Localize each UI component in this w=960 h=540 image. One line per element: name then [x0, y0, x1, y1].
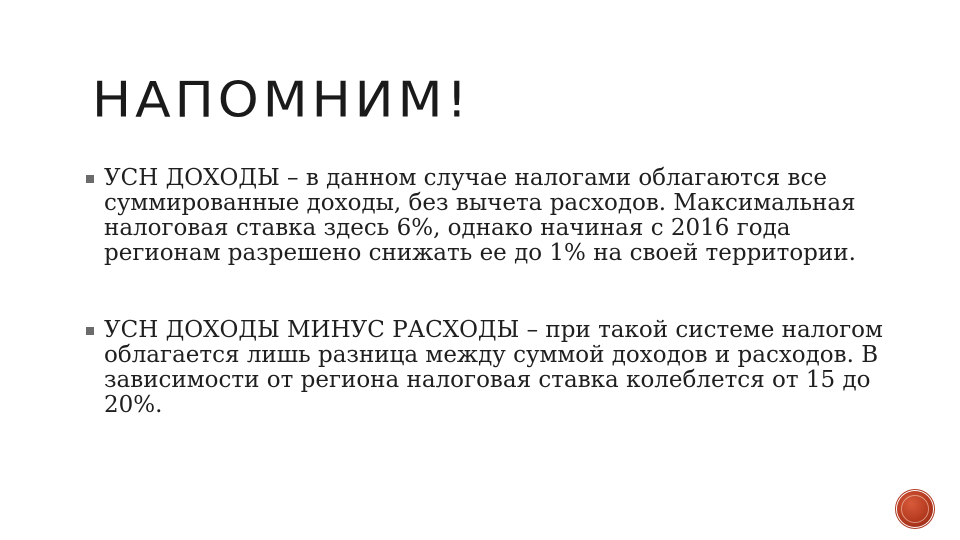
bullet-text: УСН ДОХОДЫ МИНУС РАСХОДЫ – при такой системе налогом облагается лишь разница между суммой доходов и расходов. В зависимости от региона налоговая ставка колеблется от 15 до 20%. — [104, 317, 883, 418]
slide-badge-icon — [897, 491, 933, 527]
bullet-text: УСН ДОХОДЫ – в данном случае налогами облагаются все суммированные доходы, без вычета расходов. Максимальная налоговая ставка здесь 6%, однако начиная с 2016 года регионам разрешено снижать ее до 1% на своей территории. — [104, 165, 856, 266]
bullet-list — [86, 166, 886, 418]
square-bullet-icon — [86, 175, 94, 183]
bullet-item-usn-income-minus-expenses — [86, 318, 886, 418]
slide-title: НАПОМНИМ! — [92, 72, 472, 129]
badge-ring — [901, 495, 929, 523]
bullet-item-usn-income — [86, 166, 886, 266]
square-bullet-icon — [86, 327, 94, 335]
